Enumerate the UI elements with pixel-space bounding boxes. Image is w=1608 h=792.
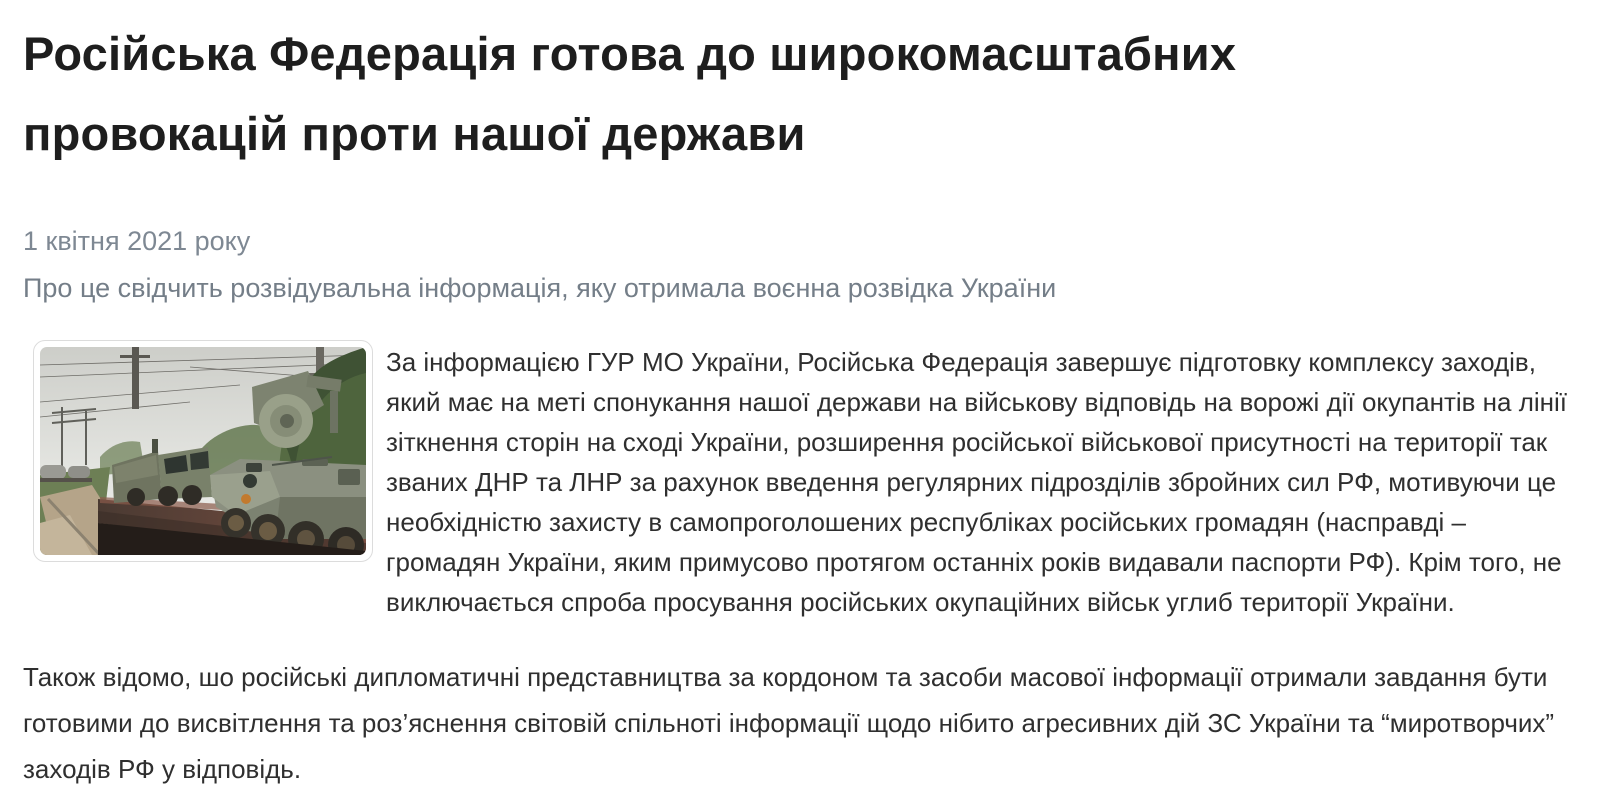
article-photo-frame — [33, 340, 373, 562]
article-subtitle: Про це свідчить розвідувальна інформація, яку отримала воєнна розвідка України — [23, 273, 1057, 303]
article-paragraph-2: Також відомо, шо російські дипломатичні представництва за кордоном та засоби масової інформації отримали завдання бути готовими до висвітлення та роз’яснення світовій спільноті інформації щодо нібито агресивних дій ЗС України та “миротворчих” заходів РФ у відповідь. — [23, 662, 1555, 784]
article-title — [23, 14, 1585, 174]
article-meta — [23, 226, 1585, 303]
article-date: 1 квітня 2021 року — [23, 226, 251, 256]
article-paragraph-1: За інформацією ГУР МО України, Російська Федерація завершує підготовку комплексу заходів, який має на меті спонукання нашої держави на військову відповідь на ворожі дії окупантів на лінії зіткнення сторін на сході України, розширення російської військової присутності на території так званих ДНР та ЛНР за рахунок введення регулярних підрозділів збройних сил РФ, мотивуючи це необхідністю захисту в самопроголошених республіках російських громадян (насправді – громадян України, яким примусово протягом останніх років видавали паспорти РФ). Крім того, не виключається спроба просування російських окупаційних військ углиб території України. — [386, 347, 1568, 617]
article-body-row — [23, 340, 1585, 622]
article-photo — [40, 347, 366, 555]
article-title-line-1: Російська Федерація готова до широкомасштабних — [23, 27, 1237, 80]
article-title-line-2: провокацій проти нашої держави — [23, 107, 806, 160]
